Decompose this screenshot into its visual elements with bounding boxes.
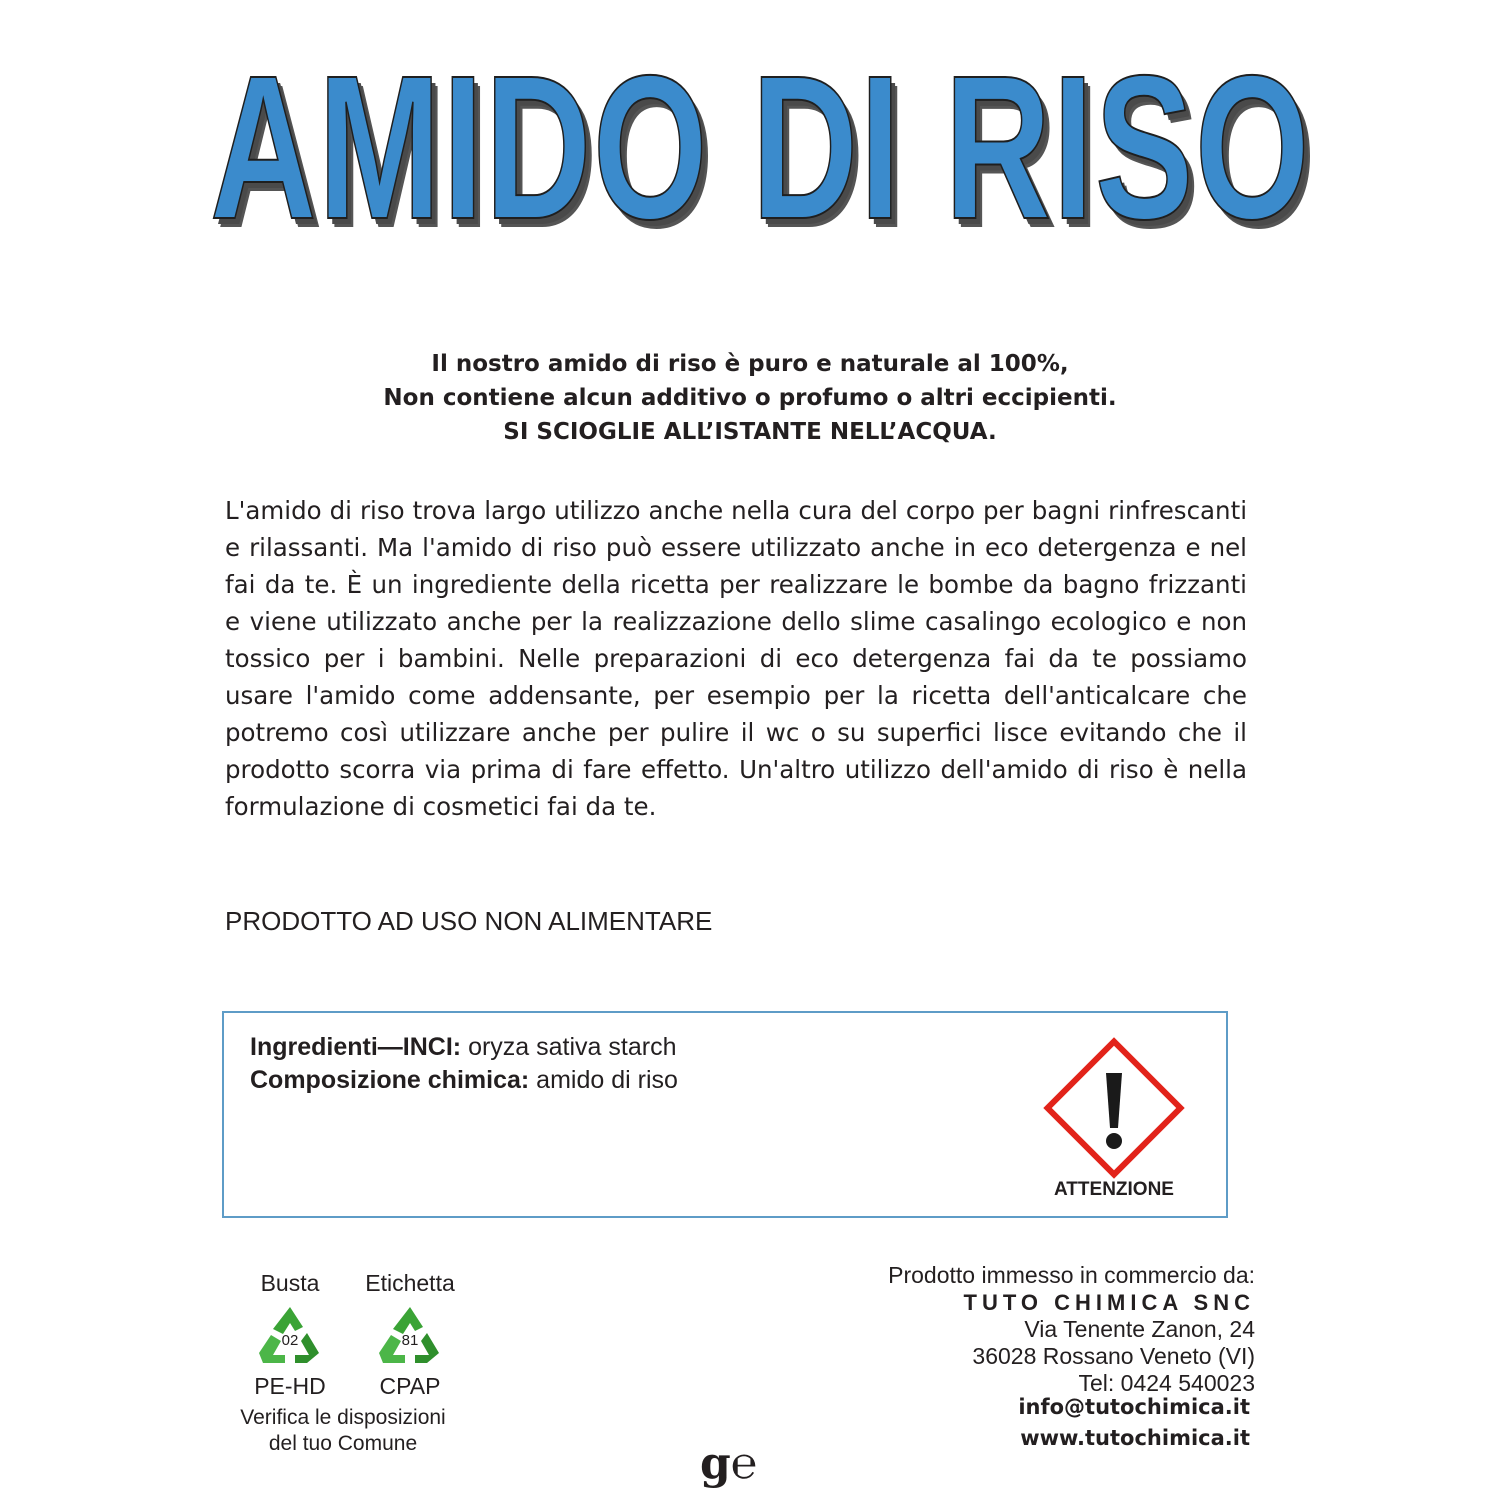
recycle-label-material: CPAP [379, 1373, 441, 1399]
recycling-note-line-1: Verifica le disposizioni [240, 1406, 446, 1429]
inci-label: Ingredienti—INCI: [250, 1033, 462, 1061]
hazard-label: ATTENZIONE [1054, 1179, 1174, 1200]
company-info [888, 1262, 1255, 1397]
company-city: 36028 Rossano Veneto (VI) [972, 1343, 1255, 1369]
intro-line-1: Il nostro amido di riso è puro e naturale al 100%, [431, 351, 1069, 377]
inci-value: oryza sativa starch [468, 1033, 677, 1061]
company-street: Via Tenente Zanon, 24 [1024, 1316, 1255, 1342]
recycle-label-label: Etichetta [365, 1270, 455, 1296]
chem-value: amido di riso [536, 1066, 678, 1094]
recycle-label [350, 1270, 470, 1400]
recycle-bag-label: Busta [260, 1270, 320, 1296]
inci-row [250, 1031, 678, 1064]
company-name: TUTO CHIMICA SNC [963, 1290, 1255, 1315]
recycle-label-code: 81 [401, 1332, 419, 1349]
intro-block [150, 347, 1350, 449]
recycle-icon [255, 1303, 325, 1369]
product-description: L'amido di riso trova largo utilizzo anche nella cura del corpo per bagni rinfrescanti e rilassanti. Ma l'amido di riso può essere utilizzato anche in eco detergenza e nel fai da te. È un ingrediente della ricetta per realizzare le bombe da bagno frizzanti e viene utilizzato anche per la realizzazione dello slime casalingo ecologico e non tossico per i bambini. Nelle preparazioni di eco detergenza fai da te possiamo usare l'amido come addensante, per esempio per la ricetta dell'anticalcare che potremo così utilizzare anche per pulire il wc o su superfici lisce evitando che il prodotto scorra via prima di fare effetto. Un'altro utilizzo dell'amido di riso è nella formulazione di cosmetici fai da te. [225, 496, 1247, 821]
recycle-icon [375, 1303, 445, 1369]
recycling-note-line-2: del tuo Comune [268, 1432, 418, 1455]
company-contacts [1018, 1392, 1250, 1454]
ingredients-box [222, 1011, 1228, 1218]
chem-label: Composizione chimica: [250, 1066, 530, 1094]
intro-line-3: SI SCIOGLIE ALL’ISTANTE NELL’ACQUA. [503, 419, 997, 445]
recycle-bag [230, 1270, 350, 1400]
intro-line-2: Non contiene alcun additivo o profumo o altri eccipienti. [383, 385, 1117, 411]
ingredients-list [250, 1031, 678, 1097]
recycling-note [218, 1405, 468, 1457]
estimated-quantity-mark: g℮ [700, 1438, 758, 1489]
product-title: AMIDO DI RISO [210, 33, 1312, 262]
non-food-notice: PRODOTTO AD USO NON ALIMENTARE [225, 906, 713, 936]
chem-row [250, 1064, 678, 1097]
recycle-bag-material: PE-HD [254, 1373, 326, 1399]
recycle-bag-code: 02 [281, 1332, 299, 1349]
company-intro: Prodotto immesso in commercio da: [888, 1262, 1255, 1288]
company-email[interactable]: info@tutochimica.it [1018, 1395, 1250, 1419]
company-website[interactable]: www.tutochimica.it [1020, 1426, 1250, 1450]
company-phone: Tel: 0424 540023 [1078, 1370, 1255, 1396]
exclamation-mark-ghs-icon [1034, 1028, 1194, 1188]
